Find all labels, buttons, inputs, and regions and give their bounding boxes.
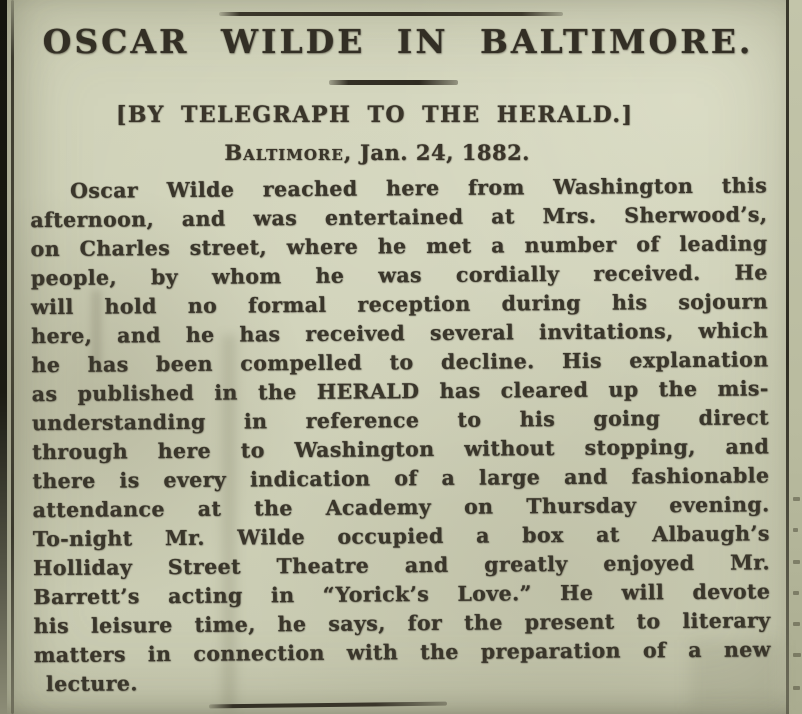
article-body-line: understanding in reference to his going direct bbox=[31, 405, 770, 436]
article-body-line: Oscar Wilde reached here from Washington this bbox=[70, 173, 768, 203]
article-body-line: Holliday Street Theatre and greatly enjoyed Mr. bbox=[32, 550, 771, 581]
article-body-line: matters in connection with the preparation of a new bbox=[33, 637, 771, 668]
article-body-line: as published in the HERALD has cleared up the mis- bbox=[31, 376, 769, 407]
dateline-date: Jan. 24, 1882. bbox=[352, 140, 530, 165]
telegraph-credit-line: [BY TELEGRAPH TO THE HERALD.] bbox=[116, 102, 634, 128]
bottom-separator-rule bbox=[209, 702, 447, 709]
article-body-line: To-night Mr. Wilde occupied a box at Albaugh’s bbox=[32, 521, 770, 552]
article-body-line: here, and he has received several invitations, which bbox=[31, 318, 769, 349]
top-separator-rule bbox=[219, 12, 563, 16]
article-body-line: through here to Washington without stopping, and bbox=[32, 434, 770, 465]
article-body-line: people, by whom he was cordially received. He bbox=[30, 260, 768, 291]
article-body-line: he has been compelled to decline. His explanation bbox=[31, 347, 769, 378]
article-body-line: his leisure time, he says, for the present to literary bbox=[33, 608, 771, 639]
article-body-line: lecture. bbox=[45, 671, 138, 697]
article-body bbox=[30, 171, 771, 699]
article-body-line: on Charles street, where he met a number of leading bbox=[30, 231, 768, 262]
article-body-line: will hold no formal reception during his sojourn bbox=[30, 289, 769, 320]
headline-separator-rule bbox=[329, 80, 458, 85]
dateline-location: Baltimore, bbox=[224, 140, 353, 165]
article-body-line: Barrett’s acting in “Yorick’s Love.” He will devote bbox=[33, 579, 771, 610]
dateline bbox=[30, 140, 530, 165]
article-body-line: afternoon, and was entertained at Mrs. Sherwood’s, bbox=[30, 202, 768, 233]
article-headline: OSCAR WILDE IN BALTIMORE. bbox=[42, 22, 754, 61]
article-body-line: there is every indication of a large and fashionable bbox=[32, 463, 770, 494]
article-body-line: attendance at the Academy on Thursday evening. bbox=[32, 492, 770, 523]
